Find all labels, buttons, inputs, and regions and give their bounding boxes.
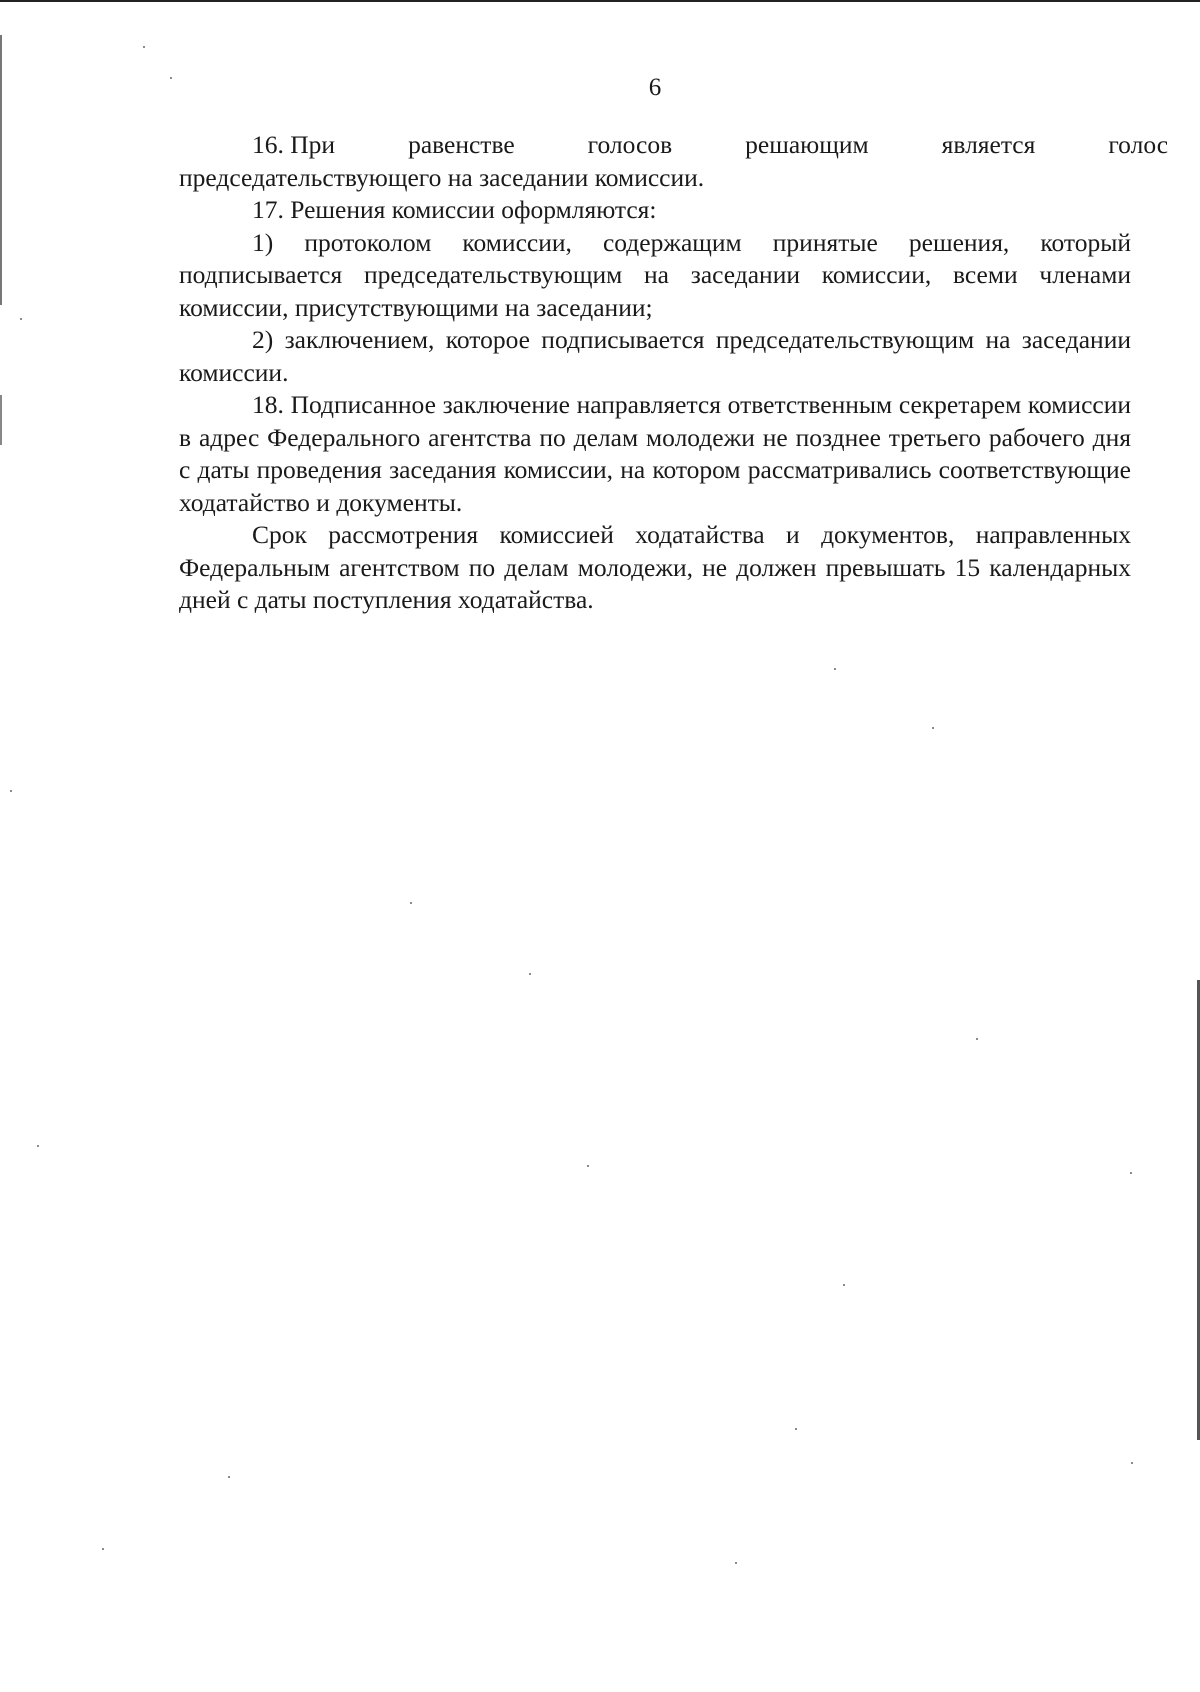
scan-speck	[410, 902, 412, 904]
scan-speck	[834, 668, 836, 670]
scan-speck	[1130, 1172, 1132, 1174]
page-number: 6	[648, 74, 662, 101]
paragraph-16-continuation: председательствующего на заседании комиссии.	[179, 162, 705, 192]
paragraph-16-first-line	[179, 129, 1169, 162]
word: голос	[1108, 130, 1169, 159]
paragraph-18: 18. Подписанное заключение направляется ответственным секретарем комиссии в адрес Федерального агентства по делам молодежи не позднее третьего рабочего дня с даты проведения заседания комиссии, на котором рассматривались соответствующие ходатайство и документы.	[179, 390, 1131, 517]
scan-speck	[143, 46, 145, 48]
paragraph-18-term: Срок рассмотрения комиссией ходатайства и документов, направленных Федеральным агентством по делам молодежи, не должен превышать 15 календарных дней с даты поступления ходатайства.	[179, 520, 1131, 614]
scan-speck	[20, 318, 22, 320]
word: равенстве	[408, 130, 515, 159]
paragraph-17: 17. Решения комиссии оформляются:	[252, 195, 657, 224]
scan-speck	[10, 790, 12, 792]
paragraph-17-item-1: 1) протоколом комиссии, содержащим принятые решения, который подписывается председательствующим на заседании комиссии, всеми членами комиссии, присутствующими на заседании;	[179, 227, 1131, 322]
document-body	[179, 129, 1169, 617]
scan-speck	[735, 1562, 737, 1564]
paragraph-16	[179, 129, 1169, 162]
scan-speck	[228, 1476, 230, 1478]
scan-speck	[976, 1038, 978, 1040]
scan-speck	[795, 1428, 797, 1430]
word: решающим	[745, 130, 869, 159]
word: является	[941, 130, 1036, 159]
paragraph-17-item-2: 2) заключением, которое подписывается председательствующим на заседании комиссии.	[179, 325, 1131, 387]
word: голосов	[587, 130, 673, 159]
scan-top-border	[0, 0, 1200, 2]
scan-speck	[529, 973, 531, 975]
scan-speck	[587, 1165, 589, 1167]
scan-speck	[932, 727, 934, 729]
scan-speck	[37, 1145, 39, 1147]
scan-speck	[843, 1284, 845, 1286]
word: 16. При	[252, 130, 336, 159]
scan-speck	[1131, 1462, 1133, 1464]
scan-speck	[102, 1548, 104, 1550]
scan-left-edge-lower	[0, 395, 2, 445]
